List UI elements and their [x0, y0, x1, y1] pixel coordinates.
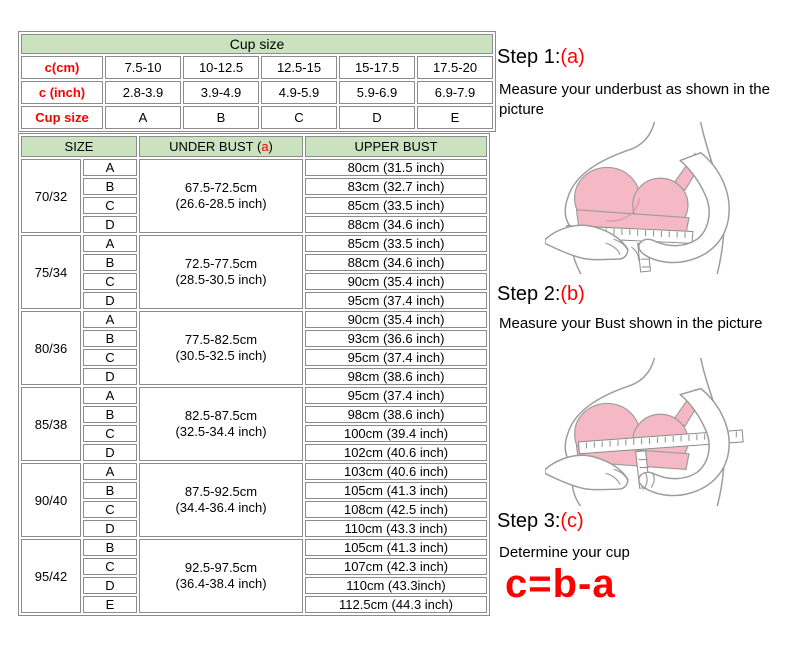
upper-bust-header: UPPER BUST: [305, 136, 487, 157]
cup-size-table-title: Cup size: [21, 34, 493, 54]
upper-bust-cell: 112.5cm (44.3 inch): [305, 596, 487, 613]
cup-cell: D: [83, 216, 137, 233]
table-row: [21, 311, 487, 328]
cup-cell: C: [83, 273, 137, 290]
upper-bust-cell: 90cm (35.4 inch): [305, 311, 487, 328]
cup-letter-cell: C: [261, 106, 337, 129]
table-row: [21, 159, 487, 176]
cup-letter-cell: B: [183, 106, 259, 129]
upper-bust-cell: 85cm (33.5 inch): [305, 197, 487, 214]
cup-cell: B: [83, 330, 137, 347]
table-row: [21, 34, 493, 54]
upper-bust-cell: 95cm (37.4 inch): [305, 292, 487, 309]
table-row: [21, 56, 493, 79]
cup-range-cell: 5.9-6.9: [339, 81, 415, 104]
cup-letter-cell: D: [339, 106, 415, 129]
table-row: [21, 387, 487, 404]
cup-range-cell: 10-12.5: [183, 56, 259, 79]
upper-bust-cell: 95cm (37.4 inch): [305, 349, 487, 366]
under-bust-cell: 87.5-92.5cm (34.4-36.4 inch): [139, 463, 303, 537]
size-group-cell: 95/42: [21, 539, 81, 613]
cup-cell: B: [83, 406, 137, 423]
upper-bust-cell: 88cm (34.6 inch): [305, 216, 487, 233]
cup-cell: C: [83, 425, 137, 442]
cup-cell: D: [83, 520, 137, 537]
cup-range-cell: 17.5-20: [417, 56, 493, 79]
cup-cell: C: [83, 197, 137, 214]
table-row: [21, 81, 493, 104]
row-label-cup-size: Cup size: [21, 106, 103, 129]
cup-range-cell: 6.9-7.9: [417, 81, 493, 104]
under-bust-header: UNDER BUST (a): [139, 136, 303, 157]
table-row: [21, 539, 487, 556]
size-group-cell: 70/32: [21, 159, 81, 233]
row-label-inch: c (inch): [21, 81, 103, 104]
step2-mark: (b): [560, 283, 585, 305]
size-group-cell: 80/36: [21, 311, 81, 385]
cup-cell: D: [83, 368, 137, 385]
main-size-table: [18, 133, 490, 616]
step1-mark: (a): [560, 46, 585, 68]
step1-text: Measure your underbust as shown in the picture: [499, 81, 770, 119]
step2-text: Measure your Bust shown in the picture: [499, 315, 763, 332]
under-bust-cell: 82.5-87.5cm (32.5-34.4 inch): [139, 387, 303, 461]
cup-cell: B: [83, 178, 137, 195]
upper-bust-cell: 105cm (41.3 inch): [305, 539, 487, 556]
cup-cell: C: [83, 349, 137, 366]
cup-cell: B: [83, 482, 137, 499]
cup-cell: E: [83, 596, 137, 613]
upper-bust-cell: 98cm (38.6 inch): [305, 368, 487, 385]
cup-range-cell: 4.9-5.9: [261, 81, 337, 104]
step2-heading: Step 2:(b): [497, 283, 585, 305]
upper-bust-cell: 88cm (34.6 inch): [305, 254, 487, 271]
under-bust-cell: 72.5-77.5cm (28.5-30.5 inch): [139, 235, 303, 309]
cup-cell: B: [83, 539, 137, 556]
upper-bust-cell: 93cm (36.6 inch): [305, 330, 487, 347]
upper-bust-cell: 108cm (42.5 inch): [305, 501, 487, 518]
upper-bust-cell: 80cm (31.5 inch): [305, 159, 487, 176]
under-bust-cell: 92.5-97.5cm (36.4-38.4 inch): [139, 539, 303, 613]
upper-bust-cell: 83cm (32.7 inch): [305, 178, 487, 195]
size-group-cell: 85/38: [21, 387, 81, 461]
size-group-cell: 75/34: [21, 235, 81, 309]
row-label-cm: c(cm): [21, 56, 103, 79]
cup-cell: C: [83, 558, 137, 575]
cup-cell: D: [83, 292, 137, 309]
step3-heading: Step 3:(c): [497, 510, 584, 532]
cup-cell: A: [83, 387, 137, 404]
cup-range-cell: 7.5-10: [105, 56, 181, 79]
cup-cell: A: [83, 463, 137, 480]
cup-range-cell: 3.9-4.9: [183, 81, 259, 104]
step3-mark: (c): [560, 510, 584, 532]
cup-range-cell: 12.5-15: [261, 56, 337, 79]
upper-bust-cell: 90cm (35.4 inch): [305, 273, 487, 290]
under-bust-cell: 67.5-72.5cm (26.6-28.5 inch): [139, 159, 303, 233]
upper-bust-cell: 107cm (42.3 inch): [305, 558, 487, 575]
cup-letter-cell: E: [417, 106, 493, 129]
upper-bust-cell: 95cm (37.4 inch): [305, 387, 487, 404]
cup-cell: A: [83, 159, 137, 176]
upper-bust-cell: 85cm (33.5 inch): [305, 235, 487, 252]
cup-range-cell: 2.8-3.9: [105, 81, 181, 104]
upper-bust-cell: 110cm (43.3inch): [305, 577, 487, 594]
underbust-measure-illustration: [545, 122, 757, 274]
cup-cell: A: [83, 235, 137, 252]
cup-cell: D: [83, 577, 137, 594]
table-row: [21, 106, 493, 129]
cup-size-reference-table: [18, 31, 496, 132]
upper-bust-cell: 102cm (40.6 inch): [305, 444, 487, 461]
size-group-cell: 90/40: [21, 463, 81, 537]
step1-heading: Step 1:(a): [497, 46, 585, 68]
size-header: SIZE: [21, 136, 137, 157]
table-row: [21, 235, 487, 252]
cup-cell: D: [83, 444, 137, 461]
upper-bust-cell: 105cm (41.3 inch): [305, 482, 487, 499]
upper-bust-cell: 110cm (43.3 inch): [305, 520, 487, 537]
upper-bust-cell: 98cm (38.6 inch): [305, 406, 487, 423]
under-bust-a-mark: a: [261, 139, 269, 154]
upper-bust-cell: 103cm (40.6 inch): [305, 463, 487, 480]
step3-text: Determine your cup: [499, 544, 630, 561]
cup-cell: A: [83, 311, 137, 328]
cup-cell: B: [83, 254, 137, 271]
cup-formula: c=b-a: [505, 562, 616, 606]
size-chart-tables: [18, 31, 496, 616]
bust-measure-illustration: [545, 358, 757, 506]
under-bust-cell: 77.5-82.5cm (30.5-32.5 inch): [139, 311, 303, 385]
cup-range-cell: 15-17.5: [339, 56, 415, 79]
cup-letter-cell: A: [105, 106, 181, 129]
upper-bust-cell: 100cm (39.4 inch): [305, 425, 487, 442]
cup-cell: C: [83, 501, 137, 518]
table-row: [21, 463, 487, 480]
table-header-row: [21, 136, 487, 157]
